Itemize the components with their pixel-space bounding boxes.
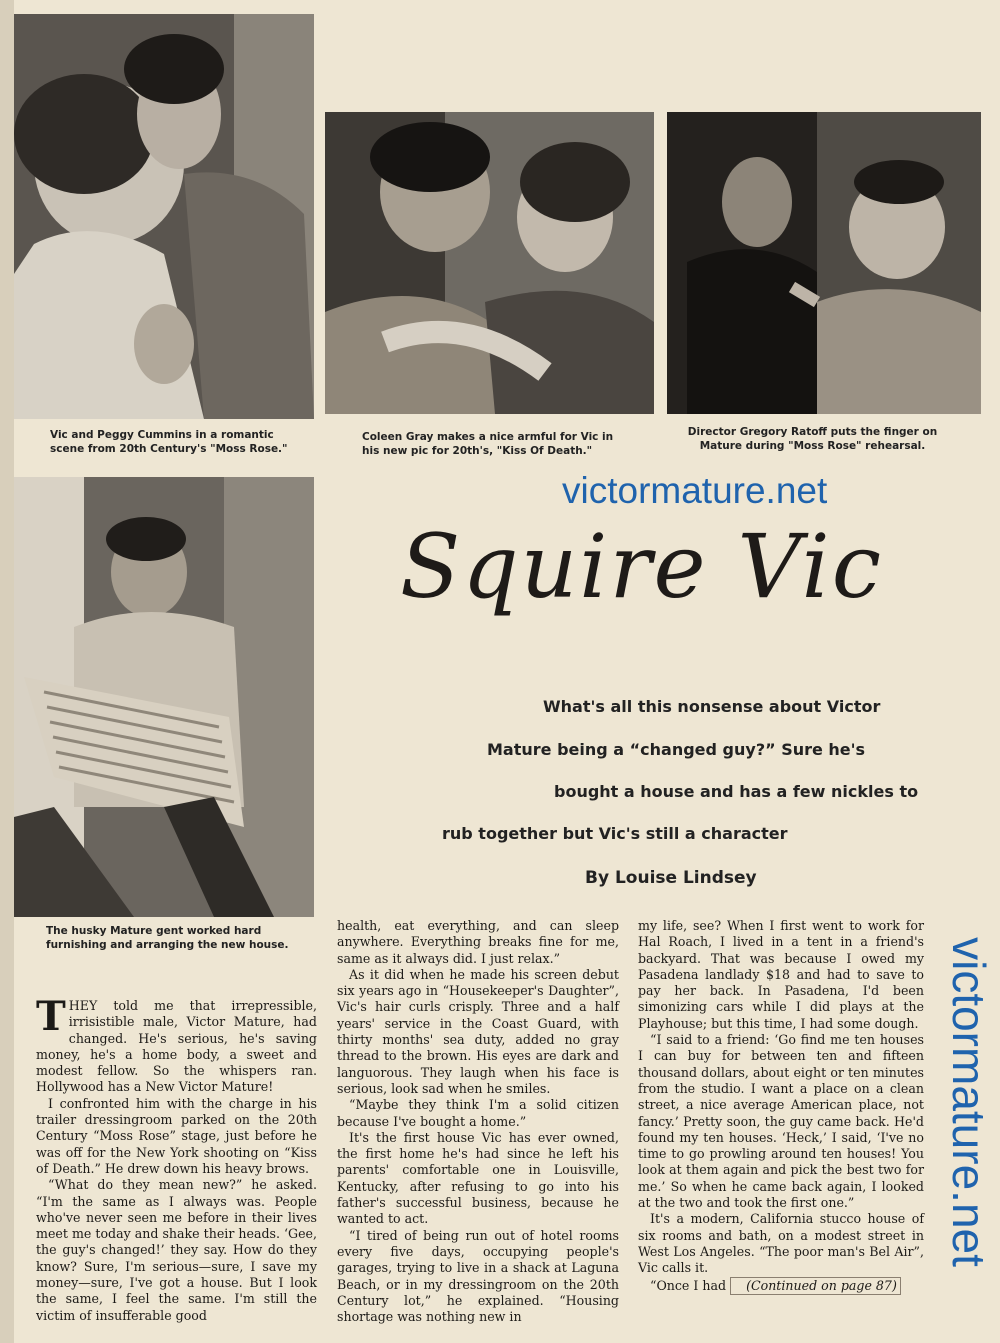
col3-paragraph-4: “Once I had (Continued on page 87)	[638, 1277, 924, 1295]
caption-photo1: Vic and Peggy Cummins in a romantic scene from 20th Century's "Moss Rose."	[50, 429, 288, 455]
deck-line-1: What's all this nonsense about Victor	[543, 697, 881, 716]
col2-paragraph-2: As it did when he made his screen debut six years ago in “Housekeeper's Daughter”, Vic's hair curls crisply. Three and a half years' service in the Coast Guard, with thirty months' sea duty, added no gray thread to the brown. His eyes are dark and languorous. They laugh when his face is serious, look sad when he smiles.	[337, 966, 619, 1096]
col2-paragraph-4: It's the first house Vic has ever owned, the first home he's had since he left his parents' comfortable one in Louisville, Kentucky, after refusing to go into his father's successful business, because he wanted to act.	[337, 1129, 619, 1227]
continued-note: (Continued on page 87)	[730, 1277, 901, 1295]
article-column-2	[337, 918, 619, 1325]
col2-paragraph-3: “Maybe they think I'm a solid citizen because I've bought a home.”	[337, 1097, 619, 1129]
kiss-photo-icon	[14, 14, 314, 419]
shutter-photo-icon	[14, 477, 314, 917]
article-title: Squire Vic	[400, 515, 883, 618]
photo-kiss	[14, 14, 314, 419]
director-photo-icon	[667, 112, 981, 414]
byline: By Louise Lindsey	[585, 868, 757, 888]
dropcap: T	[36, 993, 66, 1040]
col2-paragraph-1: health, eat everything, and can sleep anywhere. Everything breaks fine for me, same as it always did. I just relax.”	[337, 918, 619, 966]
article-column-1	[36, 993, 317, 1324]
caption-photo3: Director Gregory Ratoff puts the finger on Mature during "Moss Rose" rehearsal.	[687, 426, 938, 452]
page-edge	[0, 0, 14, 1343]
col1-paragraph-1: THEY told me that irrepressible, irrisistible male, Victor Mature, had changed. He's serious, he's saving money, he's a home body, a sweet and modest fellow. So the whispers ran. Hollywood has a New Victor Mature!	[36, 993, 317, 1095]
embrace-photo-icon	[325, 112, 654, 414]
watermark-vertical	[938, 922, 1000, 1282]
caption-photo4: The husky Mature gent worked hard furnishing and arranging the new house.	[46, 925, 289, 951]
watermark-vertical-text: victormature.net	[943, 937, 995, 1267]
col3-paragraph-1: my life, see? When I first went to work for Hal Roach, I lived in a tent in a friend's backyard. That was because I owed my Pasadena landlady $18 and had to save to pay her back. In Pasadena, I'd been simonizing cars while I did plays at the Playhouse; but this time, I had some dough.	[638, 918, 924, 1031]
col3-paragraph-2: “I said to a friend: ‘Go find me ten houses I can buy for between ten and fifteen thousand dollars, about eight or ten minutes from the studio. I want a place on a clean street, a nice average American place, not fancy.’ Pretty soon, the guy came back. He'd found my ten houses. ‘Heck,’ I said, ‘I've no time to go prowling around ten houses! You look at them again and pick the best two for me.’ So when he came back again, I looked at the two and took the first one.”	[638, 1032, 924, 1211]
col2-paragraph-5: “I tired of being run out of hotel rooms every five days, occupying people's garages, trying to live in a shack at Laguna Beach, or in my dressingroom on the 20th Century lot,” he explained. “Housing shortage was nothing new in	[337, 1227, 619, 1325]
article-column-3	[638, 918, 924, 1295]
photo-director	[667, 112, 981, 414]
col1-paragraph-2: I confronted him with the charge in his trailer dressingroom parked on the 20th Century “Moss Rose” stage, just before he was off for the New York shooting on “Kiss of Death.” He drew down his heavy brows.	[36, 1095, 317, 1176]
col3-paragraph-3: It's a modern, California stucco house of six rooms and bath, on a modest street in West Los Angeles. “The poor man's Bel Air”, Vic calls it.	[638, 1211, 924, 1276]
deck-line-3: bought a house and has a few nickles to	[554, 782, 919, 801]
deck-line-4: rub together but Vic's still a character	[442, 824, 788, 843]
col1-paragraph-3: “What do they mean new?” he asked. “I'm the same as I always was. People who've never seen me before in their lives meet me today and shake their heads. ‘Gee, the guy's changed!’ they say. How do they know? Sure, I'm serious—sure, I save my money—sure, I've got a house. But I look the same, I feel the same. I'm still the victim of insufferable good	[36, 1177, 317, 1323]
caption-photo2: Coleen Gray makes a nice armful for Vic in his new pic for 20th's, "Kiss Of Death."	[362, 431, 614, 457]
deck-line-2: Mature being a “changed guy?” Sure he's	[487, 740, 866, 759]
watermark-horizontal: victormature.net	[562, 470, 828, 511]
photo-embrace	[325, 112, 654, 414]
photo-shutter	[14, 477, 314, 917]
